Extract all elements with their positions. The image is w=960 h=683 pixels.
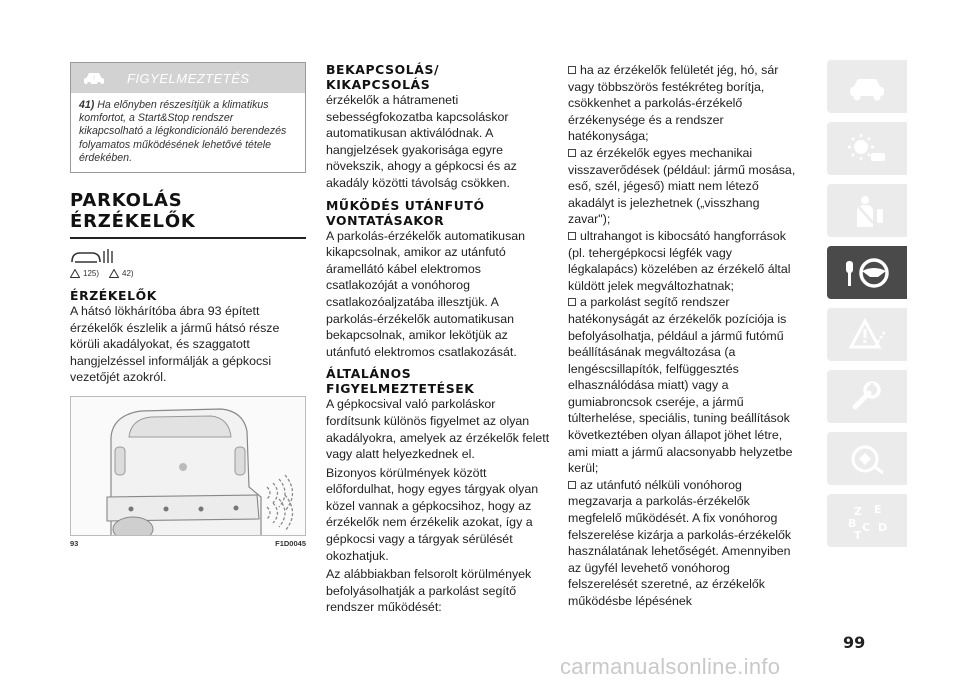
general-paragraph-2: Bizonyos körülmények között előfordulhat, hogy egyes tárgyak olyan közel vannak a gépkocsihoz, hogy az érzékelők nem érzékelik azokat, így a gépkocsi vagy a tárgyak sérülését okozhatjuk. <box>326 465 539 563</box>
section-heading-sensors: ÉRZÉKELŐK <box>70 288 157 304</box>
wrench-icon <box>845 379 889 415</box>
warning-triangle-icon <box>70 269 80 278</box>
chapter-heading-line2: ÉRZÉKELŐK <box>70 211 196 233</box>
svg-text:C: C <box>862 520 871 534</box>
reference-row <box>70 266 306 280</box>
key-steering-icon <box>842 255 892 291</box>
list-item: ultrahangot is kibocsátó hangforrások (pl. tehergépkocsi légfék vagy légkalapács) közelében az érzékelő által küldött jelek megváltozhatnak; <box>568 228 791 293</box>
figure-caption <box>70 539 306 549</box>
warning-box <box>70 62 306 173</box>
svg-text:B: B <box>848 516 857 530</box>
figure-number: 93 <box>70 538 79 548</box>
tab-emergency[interactable] <box>827 370 907 423</box>
heading-rule <box>70 237 306 239</box>
chapter-heading-line1: PARKOLÁS <box>70 190 183 212</box>
watermark: carmanualsonline.info <box>560 654 781 679</box>
tab-car[interactable] <box>827 60 907 113</box>
section-heading-trailer <box>326 198 550 228</box>
on-off-heading-line2: KIKAPCSOLÁS <box>326 77 431 92</box>
figure-code: F1D0045 <box>275 538 306 548</box>
page-number: 99 <box>843 633 866 652</box>
list-item: ha az érzékelők felületét jég, hó, sár vagy többszörös festékréteg borítja, csökkenhet a parkolás-érzékelő érzékenysége és a rendszer hatékonysága; <box>568 63 779 144</box>
checkbox-bullet-icon <box>568 66 576 74</box>
tab-starting-driving[interactable] <box>827 246 907 299</box>
reference-125 <box>70 269 99 278</box>
column-3 <box>568 62 800 610</box>
list-item: a parkolást segítő rendszer hatékonyságát az érzékelők pozíciója is befolyásolhatja, például a jármű futómű beállításának megváltozása (a lengéscsillapítók, felfüggesztés elhasználódása miatt) vagy a gumiabroncsok cseréje, a jármű túlterhelése, speciális, tuning beállítások következtében olyan állapot jöhet létre, ami miatt a jármű alacsonyabb helyzetbe kerül; <box>568 295 793 476</box>
on-off-heading-line1: BEKAPCSOLÁS/ <box>326 62 440 77</box>
checkbox-bullet-icon <box>568 149 576 157</box>
sun-icon <box>845 131 889 167</box>
svg-text:E: E <box>874 502 882 516</box>
svg-text:D: D <box>878 520 888 534</box>
column-1 <box>70 62 306 549</box>
trailer-heading-line2: VONTATÁSAKOR <box>326 212 445 228</box>
general-warnings-heading-line1: ÁLTALÁNOS <box>326 366 412 382</box>
general-warnings-heading-line2: FIGYELMEZTETÉSEK <box>326 381 475 397</box>
reference-42 <box>109 269 134 278</box>
svg-text:T: T <box>854 528 862 541</box>
warning-title: FIGYELMEZTETÉS <box>127 70 250 86</box>
car-service-icon <box>845 441 889 477</box>
warning-box-header <box>71 63 305 93</box>
section-heading-on-off <box>326 62 550 92</box>
checkbox-bullet-icon <box>568 481 576 489</box>
sensors-paragraph: A hátsó lökhárítóba ábra 93 épített érzékelők észlelik a jármű hátsó része körüli akadályokat, és szaggatott hangjelzéssel informálják a gépkocsi vezetőjét azokról. <box>70 304 280 385</box>
on-off-paragraph: érzékelők a hátrameneti sebességfokozatba kapcsoláskor automatikusan aktiválódnak. A hangjelzések gyakorisága egyre növekszik, ahogy a gépkocsi és az akadály közötti távolság csökken. <box>326 93 517 190</box>
chapter-heading <box>70 190 306 232</box>
parking-sensor-symbol-icon <box>70 247 306 265</box>
warning-body: Ha előnyben részesítjük a klimatikus komfortot, a Start&Stop rendszer kikapcsolható a légkondicionáló berendezés folyamatos működésének lehetővé tétele érdekében. <box>79 99 287 164</box>
svg-text:!: ! <box>92 75 96 82</box>
warning-number: 41) <box>79 99 95 111</box>
warning-text <box>71 93 305 172</box>
svg-text:Z: Z <box>854 504 862 518</box>
reference-125-label: 125) <box>83 268 100 278</box>
checkbox-bullet-icon <box>568 298 576 306</box>
tab-maintenance[interactable] <box>827 432 907 485</box>
list-item: az utánfutó nélküli vonóhorog megzavarja a parkolás-érzékelők megfelelő működését. A fix vonóhorog felszerelése kizárja a parkolás-érzékelők használatának lehetőségét. Amennyiben az ügyfél levehető vonóhorog felszerelését szeretné, az érzékelők működésbe lépésének <box>568 477 792 608</box>
tab-safety[interactable] <box>827 184 907 237</box>
section-heading-general-warnings <box>326 366 550 396</box>
column-2 <box>326 62 550 616</box>
tab-lights[interactable] <box>827 122 907 175</box>
car-icon <box>845 72 889 102</box>
alphabet-icon <box>842 501 892 541</box>
seatbelt-icon <box>845 193 889 229</box>
warning-road-icon <box>845 317 889 353</box>
tab-index[interactable] <box>827 494 907 547</box>
checkbox-bullet-icon <box>568 232 576 240</box>
reference-42-label: 42) <box>122 268 134 278</box>
trailer-heading-line1: MŰKÖDÉS UTÁNFUTÓ <box>326 197 485 213</box>
general-paragraph-3: Az alábbiakban felsorolt körülmények befolyásolhatják a parkolást segítő rendszer működését: <box>326 567 532 615</box>
warning-triangle-icon <box>109 269 119 278</box>
tab-warnings[interactable] <box>827 308 907 361</box>
chapter-tab-bar <box>827 60 907 556</box>
general-paragraph-1: A gépkocsival való parkoláskor fordítsunk különös figyelmet az olyan akadályokra, amelyek az érzékelők felett vagy alatt helyezkednek el. <box>326 397 550 462</box>
warning-car-icon <box>71 63 117 93</box>
trailer-paragraph: A parkolás-érzékelők automatikusan kikapcsolnak, amikor az utánfutó áramellátó kábel elektromos csatlakozóját a vonóhorog csatlakozóaljzatába illesztjük. A parkolás-érzékelők automatikusan bekapcsolnak, amikor lekötjük az utánfutó elektromos csatlakozását. <box>326 228 526 359</box>
list-item: az érzékelők egyes mechanikai visszaverődések (például: jármű mosása, eső, szél, jégeső) miatt nem létező akadályt is jelezhetnek („visszhang zavar"); <box>568 145 796 227</box>
figure-93-car-rear-illustration <box>70 396 306 536</box>
